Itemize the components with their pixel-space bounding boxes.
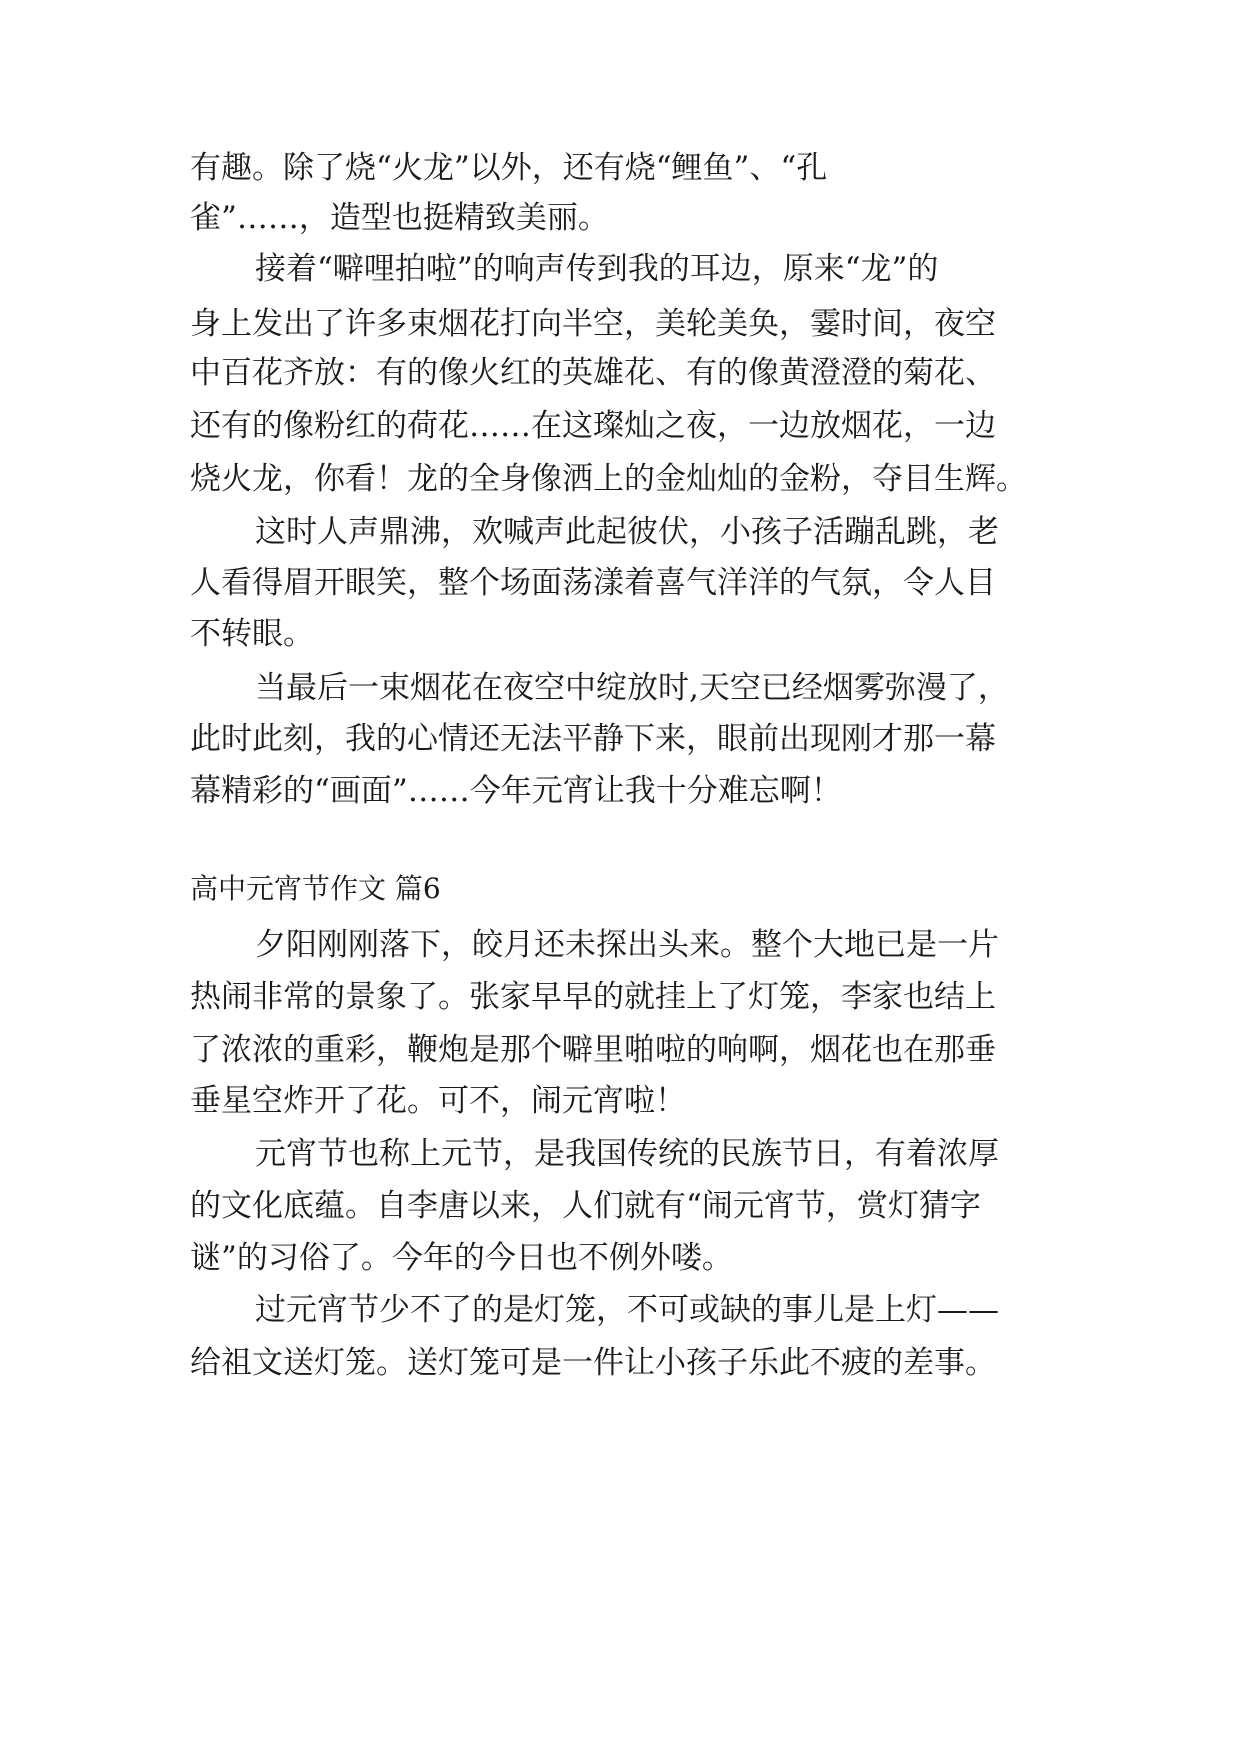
text-line: 了浓浓的重彩，鞭炮是那个噼里啪啦的响啊，烟花也在那垂 — [190, 1032, 996, 1068]
text-line: 幕精彩的“画面”……今年元宵让我十分难忘啊！ — [190, 773, 842, 809]
paragraph-start-line: 接着“噼哩拍啦”的响声传到我的耳边，原来“龙”的 — [255, 251, 939, 287]
paragraph-start-line: 这时人声鼎沸，欢喊声此起彼伏，小孩子活蹦乱跳，老 — [255, 514, 999, 550]
text-line: 中百花齐放：有的像火红的英雄花、有的像黄澄澄的菊花、 — [190, 355, 996, 391]
text-line: 垂星空炸开了花。可不，闹元宵啦！ — [190, 1083, 686, 1119]
paragraph-start-line: 夕阳刚刚落下，皎月还未探出头来。整个大地已是一片 — [255, 927, 999, 963]
paragraph-start-line: 过元宵节少不了的是灯笼，不可或缺的事儿是上灯—— — [255, 1292, 999, 1328]
text-line: 给祖文送灯笼。送灯笼可是一件让小孩子乐此不疲的差事。 — [190, 1345, 996, 1381]
text-line: 烧火龙，你看！龙的全身像洒上的金灿灿的金粉，夺目生辉。 — [190, 461, 1027, 497]
text-line: 身上发出了许多束烟花打向半空，美轮美奂，霎时间，夜空 — [190, 306, 996, 342]
paragraph-start-line: 元宵节也称上元节，是我国传统的民族节日，有着浓厚 — [255, 1136, 999, 1172]
text-line: 不转眼。 — [190, 616, 314, 652]
paragraph-start-line: 当最后一束烟花在夜空中绽放时,天空已经烟雾弥漫了， — [255, 670, 1009, 706]
text-line: 谜”的习俗了。今年的今日也不例外喽。 — [190, 1240, 733, 1276]
text-line: 此时此刻，我的心情还无法平静下来，眼前出现刚才那一幕 — [190, 721, 996, 757]
text-line: 还有的像粉红的荷花……在这璨灿之夜，一边放烟花，一边 — [190, 408, 996, 444]
text-line: 热闹非常的景象了。张家早早的就挂上了灯笼，李家也结上 — [190, 979, 996, 1015]
section-title: 高中元宵节作文 篇6 — [190, 872, 441, 905]
text-line: 雀”……，造型也挺精致美丽。 — [190, 200, 609, 236]
text-line: 有趣。除了烧“火龙”以外，还有烧“鲤鱼”、“孔 — [190, 150, 828, 186]
text-line: 人看得眉开眼笑，整个场面荡漾着喜气洋洋的气氛，令人目 — [190, 565, 996, 601]
text-line: 的文化底蕴。自李唐以来，人们就有“闹元宵节，赏灯猜字 — [190, 1188, 981, 1224]
